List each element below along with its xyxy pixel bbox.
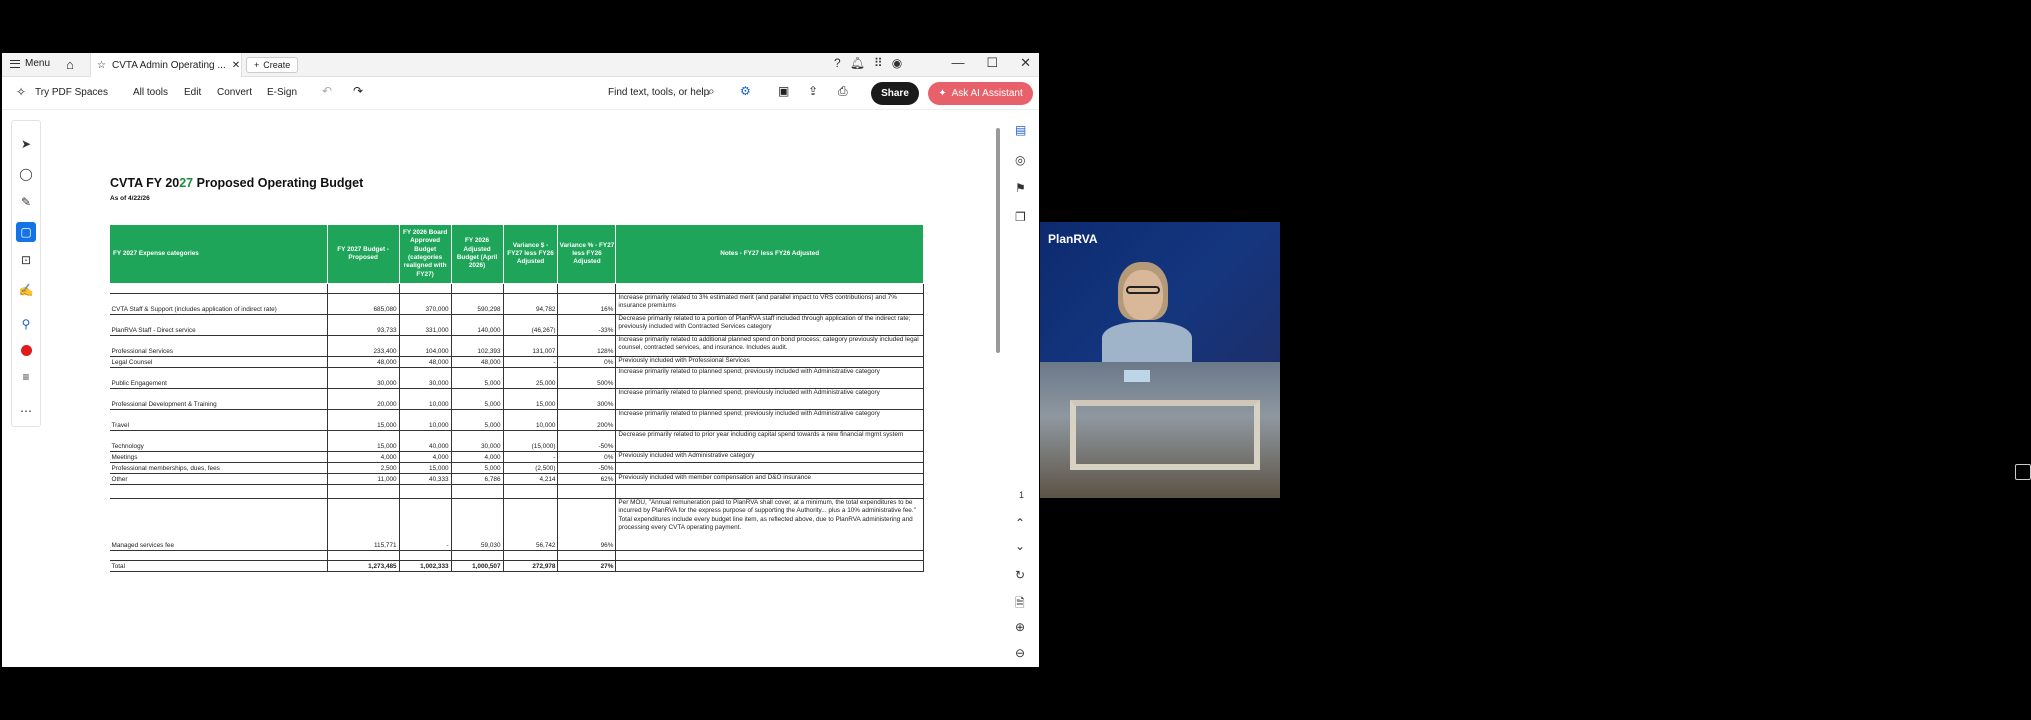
cell-note: Per MOU, "Annual remuneration paid to PlanRVA shall cover, at a minimum, the total expenditures to be incurred by PlanRVA for the express purpose of supporting the Authority... plus a 10% administrative fee." Total expenditures include every budget line item, as reflected above, due to PlanRVA administering and processing every CVTA operating payment.	[616, 499, 924, 551]
cell-fy27: 685,080	[327, 294, 399, 315]
cell-category: CVTA Staff & Support (includes application of indirect rate)	[110, 294, 328, 315]
cell-fy27: 20,000	[327, 389, 399, 410]
cell-category	[110, 284, 328, 294]
header-variance-dollar: Variance $ - FY27 less FY26 Adjusted	[503, 225, 558, 284]
cell-note: Decrease primarily related to a portion of PlanRVA staff included through application of the indirect rate; previously included with Contracted Services category	[616, 315, 924, 336]
total-cell-fy27: 1,273,485	[327, 561, 399, 572]
cell-variance-percent	[558, 551, 616, 561]
cell-fy26-adjusted: 5,000	[451, 410, 503, 431]
cell-category: Public Engagement	[110, 368, 328, 389]
cell-variance-dollar: 131,007	[503, 336, 558, 357]
cell-fy27: 4,000	[327, 452, 399, 463]
cell-variance-dollar: -	[503, 357, 558, 368]
tab-document[interactable]	[90, 53, 242, 77]
profile-icon[interactable]: ◉	[891, 56, 903, 70]
menu-label: Menu	[25, 58, 51, 69]
header-notes: Notes - FY27 less FY26 Adjusted	[616, 225, 924, 284]
text-box-icon[interactable]: ⊡	[20, 253, 32, 267]
try-pdf-spaces-button[interactable]: Try PDF Spaces	[35, 87, 108, 98]
table-row	[110, 389, 924, 410]
home-icon[interactable]: ⌂	[66, 57, 74, 72]
cell-note: Previously included with Professional Services	[616, 357, 924, 368]
select-cursor-icon[interactable]: ➤	[20, 137, 32, 151]
table-row	[110, 474, 924, 485]
save-page-icon[interactable]: 🗎︎	[1015, 596, 1025, 610]
table-row	[110, 368, 924, 389]
pdf-page	[47, 113, 995, 667]
cell-fy27	[327, 284, 399, 294]
cell-fy26-adjusted: 59,030	[451, 499, 503, 551]
cell-variance-dollar	[503, 485, 558, 499]
table-row	[110, 463, 924, 474]
close-tab-icon[interactable]: ✕	[231, 59, 241, 71]
table-row	[110, 410, 924, 431]
create-label: Create	[263, 60, 291, 70]
cell-variance-percent: -33%	[558, 315, 616, 336]
redo-icon[interactable]: ↷	[353, 84, 364, 98]
highlight-pen-icon[interactable]: ✎	[20, 195, 32, 209]
speaker-video	[1040, 222, 1280, 362]
cell-fy26-board: 15,000	[399, 463, 451, 474]
pin-icon[interactable]: ⚲	[21, 317, 31, 331]
cell-fy26-adjusted: 5,000	[451, 463, 503, 474]
as-of-date: As of 4/22/26	[110, 195, 150, 202]
table-row	[110, 499, 924, 551]
cell-variance-dollar: 94,782	[503, 294, 558, 315]
table-row	[110, 357, 924, 368]
total-cell-fy26-adjusted: 1,000,507	[451, 561, 503, 572]
ai-assistant-icon: ✦	[938, 88, 947, 99]
cell-fy27: 93,733	[327, 315, 399, 336]
undo-icon[interactable]: ↶	[322, 84, 333, 98]
cell-note: Increase primarily related to planned spend; previously included with Administrative category	[616, 410, 924, 431]
cell-note: Increase primarily related to planned spend; previously included with Administrative category	[616, 368, 924, 389]
cell-category: Meetings	[110, 452, 328, 463]
cell-note: Decrease primarily related to prior year including capital spend towards a new financial mgmt system	[616, 431, 924, 452]
table-row	[110, 431, 924, 452]
cell-category: Managed services fee	[110, 499, 328, 551]
print-icon[interactable]: ⎙	[838, 84, 848, 98]
cell-variance-percent: 0%	[558, 452, 616, 463]
cell-fy27: 15,000	[327, 410, 399, 431]
share-button[interactable]: Share	[871, 82, 919, 105]
budget-table	[109, 224, 924, 572]
cell-category: Travel	[110, 410, 328, 431]
table-row	[110, 452, 924, 463]
cell-category: Legal Counsel	[110, 357, 328, 368]
table-row	[110, 551, 924, 561]
room-screen	[1124, 370, 1150, 382]
cell-fy26-board: 48,000	[399, 357, 451, 368]
cell-variance-dollar: (46,267)	[503, 315, 558, 336]
acrobat-window	[2, 53, 2026, 667]
cell-fy26-board: 10,000	[399, 410, 451, 431]
cell-fy26-adjusted: 5,000	[451, 389, 503, 410]
cell-fy26-board: 40,000	[399, 431, 451, 452]
header-fy26-board: FY 2026 Board Approved Budget (categories realigned with FY27)	[399, 225, 451, 284]
minimize-icon[interactable]: —	[951, 55, 965, 70]
cell-note	[616, 551, 924, 561]
cell-fy27: 233,400	[327, 336, 399, 357]
cell-variance-dollar: 56,742	[503, 499, 558, 551]
cell-variance-dollar: (15,000)	[503, 431, 558, 452]
cell-fy26-adjusted: 6,786	[451, 474, 503, 485]
cell-fy26-adjusted: 30,000	[451, 431, 503, 452]
ai-assistant-label: Ask AI Assistant	[951, 88, 1023, 99]
refresh-icon[interactable]: ↻	[1015, 568, 1026, 582]
cell-variance-percent: -50%	[558, 431, 616, 452]
cell-fy27: 15,000	[327, 431, 399, 452]
cell-fy26-board: 30,000	[399, 368, 451, 389]
cell-fy26-board: -	[399, 499, 451, 551]
bookmark-icon[interactable]: ⚑	[1015, 181, 1026, 195]
apps-grid-icon[interactable]: ⠿	[873, 56, 883, 70]
cell-variance-dollar: 10,000	[503, 410, 558, 431]
cell-fy26-adjusted: 4,000	[451, 452, 503, 463]
table-row	[110, 315, 924, 336]
cell-note: Previously included with Administrative category	[616, 452, 924, 463]
ask-ai-assistant-button[interactable]	[928, 82, 1033, 105]
cell-category	[110, 485, 328, 499]
page-number-input[interactable]: 1	[2015, 464, 2031, 480]
previous-page-icon[interactable]: ⌃	[1015, 516, 1026, 530]
ai-summary-icon[interactable]: ▤	[1015, 123, 1027, 137]
search-icon[interactable]: ⌕	[708, 84, 715, 98]
cell-note	[616, 485, 924, 499]
cell-fy26-board	[399, 551, 451, 561]
star-icon[interactable]: ☆	[97, 59, 106, 71]
cell-category: Professional memberships, dues, fees	[110, 463, 328, 474]
cell-variance-dollar: 4,214	[503, 474, 558, 485]
tab-bar	[2, 53, 1039, 77]
cell-variance-dollar	[503, 551, 558, 561]
pdf-spaces-icon: ✧	[16, 85, 27, 99]
cell-fy26-board: 331,000	[399, 315, 451, 336]
cell-fy26-adjusted	[451, 284, 503, 294]
save-icon[interactable]: ▣	[778, 84, 790, 98]
cell-note: Previously included with member compensation and D&O insurance	[616, 474, 924, 485]
edit-button[interactable]: Edit	[184, 87, 202, 98]
header-fy27: FY 2027 Budget - Proposed	[327, 225, 399, 284]
all-tools-button[interactable]: All tools	[133, 87, 169, 98]
cell-variance-percent	[558, 284, 616, 294]
close-window-icon[interactable]: ✕	[1020, 55, 1031, 70]
cell-variance-percent: 0%	[558, 357, 616, 368]
cell-fy27: 2,500	[327, 463, 399, 474]
cell-fy26-adjusted: 590,298	[451, 294, 503, 315]
cell-category: Technology	[110, 431, 328, 452]
total-cell-fy26-board: 1,002,333	[399, 561, 451, 572]
cell-variance-dollar: 15,000	[503, 389, 558, 410]
cell-variance-percent: 96%	[558, 499, 616, 551]
convert-button[interactable]: Convert	[217, 87, 253, 98]
cell-note: Increase primarily related to planned spend; previously included with Administrative category	[616, 389, 924, 410]
more-tools-icon[interactable]: ⋯	[20, 404, 32, 418]
cell-fy26-adjusted: 5,000	[451, 368, 503, 389]
vertical-scrollbar[interactable]	[996, 128, 1000, 353]
upload-icon[interactable]: ⇪	[808, 84, 819, 98]
system-icons	[834, 56, 902, 70]
cell-fy26-board: 104,000	[399, 336, 451, 357]
record-icon[interactable]	[12, 342, 40, 360]
cell-fy27: 11,000	[327, 474, 399, 485]
table-total-row	[110, 561, 924, 572]
title-part-1: CVTA FY 20	[110, 176, 180, 190]
cell-category: PlanRVA Staff - Direct service	[110, 315, 328, 336]
cell-fy27	[327, 551, 399, 561]
cell-variance-percent: 16%	[558, 294, 616, 315]
speaker-glasses	[1126, 286, 1160, 294]
cell-category: Other	[110, 474, 328, 485]
cell-fy26-adjusted: 48,000	[451, 357, 503, 368]
cell-variance-percent: 300%	[558, 389, 616, 410]
main-toolbar	[2, 78, 1039, 110]
draw-icon[interactable]: ✍	[18, 283, 34, 297]
title-part-2: Proposed Operating Budget	[193, 176, 364, 190]
maximize-icon[interactable]: ☐	[986, 55, 999, 70]
table-row	[110, 336, 924, 357]
conference-table	[1070, 400, 1260, 470]
total-cell-variance-percent: 27%	[558, 561, 616, 572]
cell-fy26-adjusted: 140,000	[451, 315, 503, 336]
menu-button[interactable]	[10, 58, 50, 69]
table-row	[110, 284, 924, 294]
header-variance-percent: Variance % - FY27 less FY26 Adjusted	[558, 225, 616, 284]
cell-note	[616, 463, 924, 474]
planrva-logo: PlanRVA	[1048, 232, 1098, 246]
speaker-face	[1123, 270, 1163, 320]
table-row	[110, 485, 924, 499]
cell-fy26-board: 4,000	[399, 452, 451, 463]
cell-variance-percent	[558, 485, 616, 499]
find-search-field[interactable]: Find text, tools, or help	[608, 87, 710, 98]
title-highlight: 27	[179, 176, 194, 190]
document-title	[110, 176, 363, 190]
cell-fy26-board	[399, 284, 451, 294]
tab-document-title: CVTA Admin Operating ...	[111, 59, 226, 71]
header-fy26-adjusted: FY 2026 Adjusted Budget (April 2026)	[451, 225, 503, 284]
comments-panel-icon[interactable]: ◎	[1015, 153, 1026, 167]
ai-tools-icon[interactable]: ⚙	[740, 84, 751, 98]
cell-fy27: 30,000	[327, 368, 399, 389]
cell-variance-dollar: -	[503, 452, 558, 463]
cell-variance-dollar	[503, 284, 558, 294]
cell-category: Professional Development & Training	[110, 389, 328, 410]
cell-variance-percent: 200%	[558, 410, 616, 431]
cell-variance-percent: 500%	[558, 368, 616, 389]
plus-icon: +	[254, 60, 260, 70]
left-tool-rail	[11, 120, 41, 427]
next-page-icon[interactable]: ⌄	[1015, 539, 1026, 553]
cell-category	[110, 551, 328, 561]
pages-panel-icon[interactable]: ❐	[1015, 210, 1026, 224]
cell-variance-percent: 62%	[558, 474, 616, 485]
cell-fy26-board	[399, 485, 451, 499]
help-icon[interactable]: ?	[834, 56, 841, 70]
cell-note: Increase primarily related to additional planned spend on bond process; category previously included legal counsel, contracted services, and insurance. Includes audit.	[616, 336, 924, 357]
zoom-out-icon[interactable]: ⊖	[1015, 646, 1026, 660]
cell-variance-percent: 128%	[558, 336, 616, 357]
rectangle-select-icon[interactable]: ▢	[16, 222, 36, 242]
page-total: 1	[1019, 490, 1025, 500]
list-icon[interactable]: ≡	[22, 370, 30, 384]
cell-fy26-adjusted	[451, 485, 503, 499]
cell-note: Increase primarily related to 3% estimated merit (and parallel impact to VRS contributions) and 7% insurance premiums	[616, 294, 924, 315]
cell-variance-dollar: (2,500)	[503, 463, 558, 474]
cell-fy27	[327, 485, 399, 499]
comment-icon[interactable]: ◯	[19, 167, 33, 181]
cell-fy26-board: 40,333	[399, 474, 451, 485]
table-header-row	[110, 225, 924, 284]
cell-fy26-adjusted	[451, 551, 503, 561]
cell-note	[616, 284, 924, 294]
total-cell-category: Total	[110, 561, 328, 572]
speaker-body	[1102, 322, 1192, 362]
table-row	[110, 294, 924, 315]
webcam-feed	[1040, 222, 1280, 498]
cell-fy27: 115,771	[327, 499, 399, 551]
cell-fy26-board: 10,000	[399, 389, 451, 410]
meeting-room-video	[1040, 362, 1280, 498]
total-cell-note	[616, 561, 924, 572]
cell-fy27: 48,000	[327, 357, 399, 368]
cell-variance-percent: -50%	[558, 463, 616, 474]
cell-fy26-board: 370,000	[399, 294, 451, 315]
cell-fy26-adjusted: 102,393	[451, 336, 503, 357]
zoom-in-icon[interactable]: ⊕	[1015, 620, 1026, 634]
total-cell-variance-dollar: 272,978	[503, 561, 558, 572]
bell-icon[interactable]: 🔔︎	[849, 56, 865, 70]
cell-variance-dollar: 25,000	[503, 368, 558, 389]
esign-button[interactable]: E-Sign	[267, 87, 298, 98]
header-category: FY 2027 Expense categories	[110, 225, 328, 284]
cell-category: Professional Services	[110, 336, 328, 357]
window-controls	[951, 55, 1031, 71]
create-button[interactable]	[246, 57, 298, 73]
hamburger-icon	[10, 60, 20, 68]
